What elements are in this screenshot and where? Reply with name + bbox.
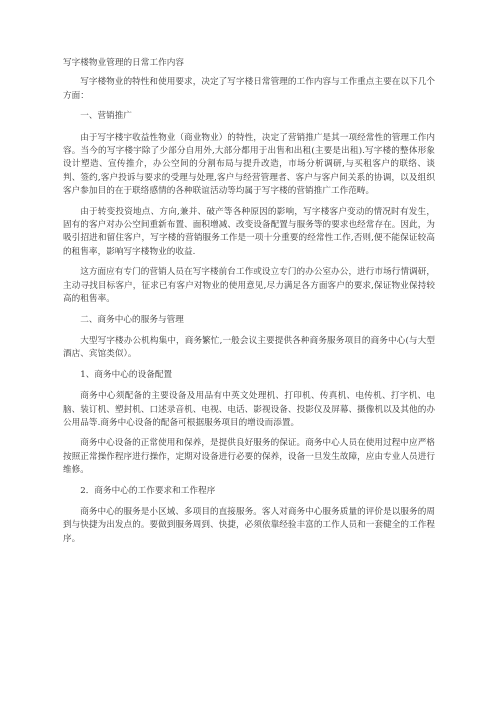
subheading-work-requirements: 2．商务中心的工作要求和工作程序 bbox=[80, 485, 216, 496]
section-heading-marketing: 一、营销推广 bbox=[80, 111, 133, 122]
section-heading-business-center: 二、商务中心的服务与管理 bbox=[80, 314, 184, 325]
work-requirements-paragraph: 商务中心的服务是小区域、多项目的直接服务。客人对商务中心服务质量的评价是以服务的周到与快捷为出发点的。要做到服务周到、快捷，必须依靠经验丰富的工作人员和一套健全的工作程序。 bbox=[63, 506, 435, 544]
marketing-paragraph-1: 由于写字楼宇收益性物业（商业物业）的特性，决定了营销推广是其一项经常性的管理工作内容。当今的写字楼宇除了少部分自用外,大部分都用于出售和出租(主要是出租).写字楼的整体形象设计塑造、宣传推介，办公空间的分割布局与提升改造，市场分析调研,与买租客户的联络、谈判、签约,客户投诉与要求的受理与处理,客户与经营管理者、客户与客户间关系的协调，以及组织客户参加目的在于联络感情的各种联谊活动等均属于写字楼的营销推广工作范畴。 bbox=[63, 132, 435, 197]
document-title: 写字楼物业管理的日常工作内容 bbox=[63, 58, 185, 68]
subheading-equipment: 1、商务中心的设备配置 bbox=[80, 369, 173, 380]
marketing-paragraph-3: 这方面应有专门的营销人员在写字楼前台工作或设立专门的办公室办公，进行市场行情调研，主动寻找目标客户，征求已有客户对物业的使用意见,尽力满足各方面客户的要求,保证物业保持较高的租售率。 bbox=[63, 267, 435, 305]
intro-paragraph: 写字楼物业的特性和使用要求，决定了写字楼日常管理的工作内容与工作重点主要在以下几个方面： bbox=[63, 77, 435, 101]
business-center-paragraph: 大型写字楼办公机构集中，商务繁忙,一般会议主要提供各种商务服务项目的商务中心(与大型酒店、宾馆类似）。 bbox=[63, 335, 435, 360]
equipment-paragraph-2: 商务中心设备的正常使用和保养，是提供良好服务的保证。商务中心人员在使用过程中应严格按照正常操作程序进行操作，定期对设备进行必要的保养，设备一旦发生故障，应由专业人员进行维修。 bbox=[63, 438, 435, 476]
document-page bbox=[63, 57, 435, 553]
equipment-paragraph-1: 商务中心须配备的主要设备及用品有中英文处理机、打印机、传真机、电传机、打字机、电脑、装订机、塑封机、口述录音机、电视、电话、影视设备、投影仪及屏幕、摄像机以及其他的办公用品等.商务中心设备的配备可根据服务项目的增设而添置。 bbox=[63, 391, 435, 428]
marketing-paragraph-2: 由于转变投资地点、方向,兼并、破产等各种原因的影响，写字楼客户变动的情况时有发生，固有的客户对办公空间重新布置、面积增减、改变设备配置与服务等的要求也经常存在。因此，为吸引招进和留住客户，写字楼的营销服务工作是一项十分重要的经常性工作,否则,便不能保证较高的租售率，影响写字楼物业的收益. bbox=[63, 206, 435, 257]
